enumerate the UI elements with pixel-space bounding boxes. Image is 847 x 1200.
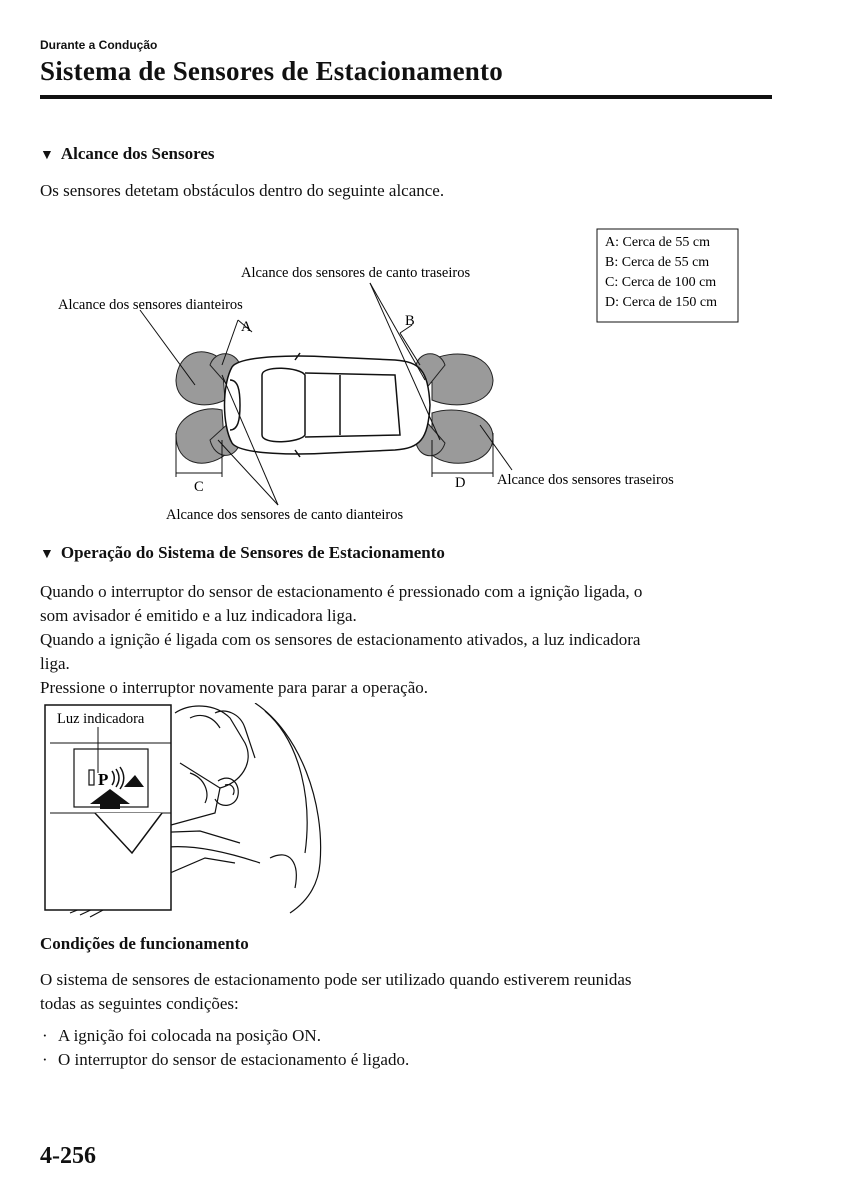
title-rule bbox=[40, 95, 772, 99]
mark-a: A bbox=[241, 319, 252, 335]
conditions-line1: O sistema de sensores de estacionamento pode ser utilizado quando estiverem reunidas bbox=[40, 970, 632, 989]
sensor-range-intro: Os sensores detetam obstáculos dentro do seguinte alcance. bbox=[40, 181, 445, 200]
label-rear-corner-sensors: Alcance dos sensores de canto traseiros bbox=[241, 265, 471, 281]
operation-p3: Pressione o interruptor novamente para parar a operação. bbox=[40, 678, 428, 697]
page-number: 4-256 bbox=[40, 1143, 96, 1169]
operation-paragraph bbox=[40, 580, 780, 700]
conditions-paragraph bbox=[40, 968, 780, 1016]
heading-sensor-range-text: Alcance dos Sensores bbox=[60, 144, 215, 163]
triangle-down-icon: ▼ bbox=[40, 148, 54, 163]
legend-item-c: C: Cerca de 100 cm bbox=[605, 275, 717, 290]
heading-conditions: Condições de funcionamento bbox=[40, 934, 249, 953]
bullet: · bbox=[42, 1026, 48, 1045]
condition-item-1-text: A ignição foi colocada na posição ON. bbox=[58, 1026, 321, 1045]
sensor-range-diagram bbox=[0, 215, 847, 535]
condition-item-2 bbox=[42, 1050, 409, 1070]
operation-p1-line1: Quando o interruptor do sensor de estacionamento é pressionado com a ignição ligada, o bbox=[40, 582, 643, 601]
indicator-light-label: Luz indicadora bbox=[57, 711, 145, 727]
heading-operation-text: Operação do Sistema de Sensores de Estacionamento bbox=[60, 543, 445, 562]
indicator-light-icon bbox=[89, 770, 94, 785]
legend-item-b: B: Cerca de 55 cm bbox=[605, 255, 710, 270]
label-front-corner-sensors: Alcance dos sensores de canto dianteiros bbox=[166, 507, 404, 523]
conditions-line2: todas as seguintes condições: bbox=[40, 994, 239, 1013]
heading-operation bbox=[40, 543, 445, 563]
operation-p2-line2: liga. bbox=[40, 654, 70, 673]
legend-item-a: A: Cerca de 55 cm bbox=[605, 235, 710, 250]
label-rear-sensors: Alcance dos sensores traseiros bbox=[497, 472, 674, 488]
mark-c: C bbox=[194, 479, 204, 495]
car-top-view bbox=[225, 353, 431, 457]
bullet: · bbox=[42, 1050, 48, 1069]
operation-p1-line2: som avisador é emitido e a luz indicadora liga. bbox=[40, 606, 357, 625]
parking-p-glyph: P bbox=[98, 770, 109, 789]
operation-p2-line1: Quando a ignição é ligada com os sensores de estacionamento ativados, a luz indicadora bbox=[40, 630, 641, 649]
page-title: Sistema de Sensores de Estacionamento bbox=[40, 56, 503, 86]
condition-item-1 bbox=[42, 1026, 321, 1046]
legend-item-d: D: Cerca de 150 cm bbox=[605, 295, 717, 310]
section-label: Durante a Condução bbox=[40, 38, 158, 52]
triangle-down-icon: ▼ bbox=[40, 547, 54, 562]
heading-sensor-range bbox=[40, 144, 215, 164]
condition-item-2-text: O interruptor do sensor de estacionamento é ligado. bbox=[58, 1050, 410, 1069]
mark-b: B bbox=[405, 313, 415, 329]
parking-switch-figure bbox=[40, 703, 330, 918]
label-front-sensors: Alcance dos sensores dianteiros bbox=[58, 297, 243, 313]
mark-d: D bbox=[455, 475, 466, 491]
